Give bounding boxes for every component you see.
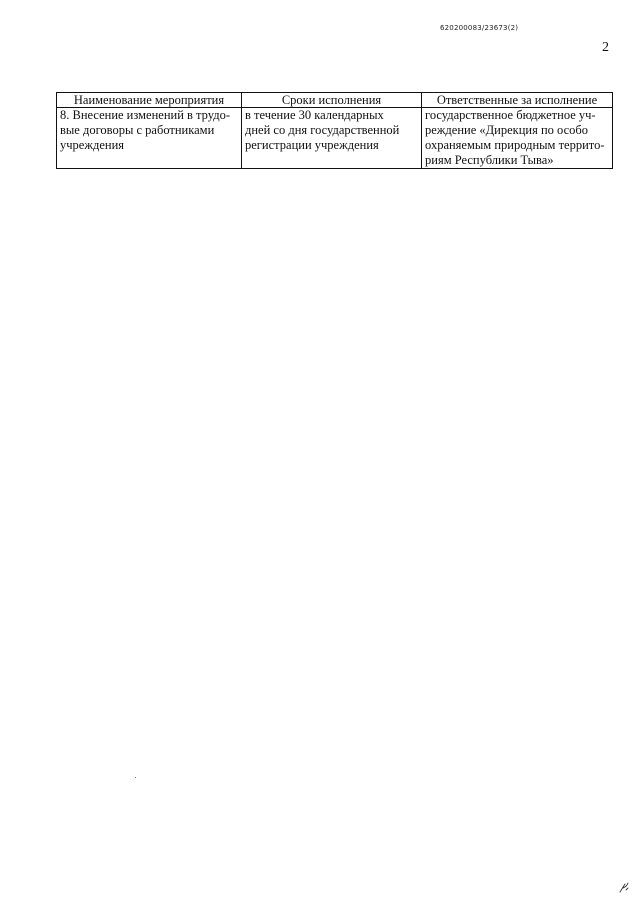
column-header-deadline: Сроки исполнения (242, 93, 422, 108)
deadline-line: в течение 30 календарных (245, 108, 384, 122)
deadline-line: дней со дня государственной (245, 123, 400, 137)
responsible-line: реждение «Дирекция по особо (425, 123, 589, 137)
activity-line: вые договоры с работниками (60, 123, 215, 137)
responsible-line: охраняемым природным террито- (425, 138, 605, 152)
deadline-line: регистрации учреждения (245, 138, 379, 152)
responsible-line: государственное бюджетное уч- (425, 108, 596, 122)
scan-artifact (135, 777, 136, 778)
column-header-activity: Наименование мероприятия (57, 93, 242, 108)
table-header-row (57, 93, 613, 108)
activity-line: 8. Внесение изменений в трудо- (60, 108, 230, 122)
deadline-cell (242, 108, 422, 169)
activity-cell (57, 108, 242, 169)
responsible-cell (422, 108, 613, 169)
table-row (57, 108, 613, 169)
activity-line: учреждения (60, 138, 125, 152)
plan-table (56, 92, 613, 169)
signature-mark (618, 880, 630, 894)
document-id: 620200083/23673(2) (440, 24, 519, 32)
responsible-line: риям Республики Тыва» (425, 153, 554, 167)
page-number: 2 (602, 40, 609, 55)
column-header-responsible: Ответственные за исполнение (422, 93, 613, 108)
